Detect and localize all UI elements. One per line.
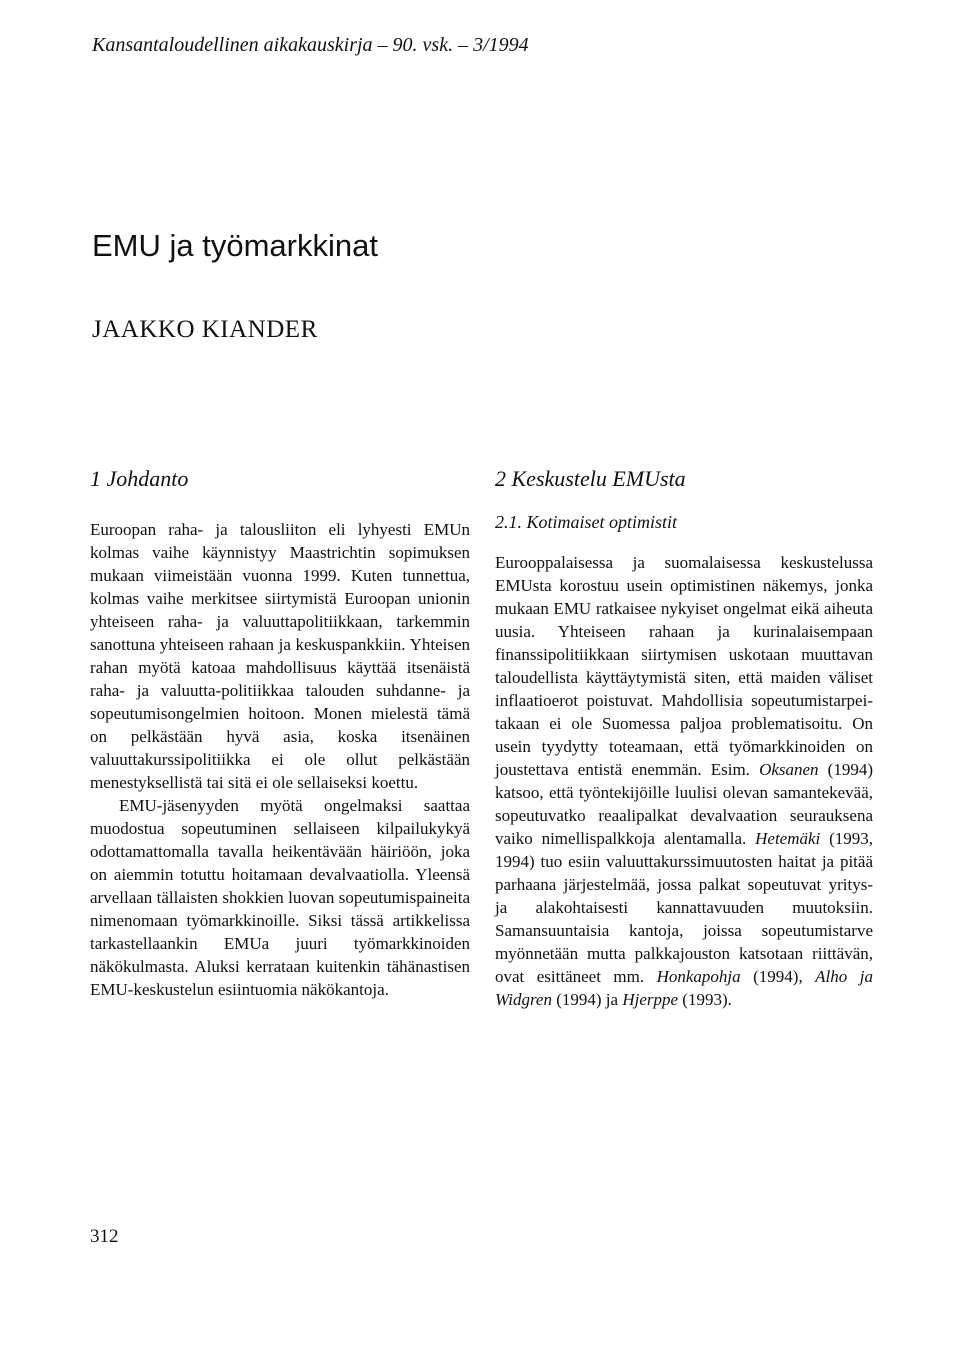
- right-column: [495, 466, 873, 1011]
- text-run: (1993, 1994) tuo esiin valuuttakurssimuutosten haitat ja pitää parhaana järjestelmää, jossa palkat sopeutuvat yritys- ja alakohtaisesti kannattavuuden muutoksiin. Samansuuntaisia kantoja, joissa sopeutumistarve myönnetään mutta palkkajouston katsotaan riittävän, ovat esittäneet mm.: [495, 829, 873, 986]
- article-title: EMU ja työmarkkinat: [92, 228, 378, 263]
- section-heading-introduction: 1 Johdanto: [90, 466, 189, 491]
- body-paragraph: Euroopan raha- ja talousliiton eli lyhyesti EMUn kolmas vaihe käynnistyy Maastrichtin sopimuksen mukaan viimeistään vuonna 1999. Kuten tunnettua, kolmas vaihe merkitsee siirtymistä Euroopan unionin yhteiseen raha- ja valuuttapolitiikkaan, tarkemmin sanottuna yhteiseen rahaan ja keskuspankkiin. Yhteisen rahan myötä katoaa mahdollisuus käyttää itsenäistä raha- ja valuutta-politiikkaa talouden suhdanne- ja sopeutumisongelmien hoitoon. Monen mielestä tämä on pelkästään hyvä asia, koska itsenäinen valuuttakurssipolitiikka ei ole ollut pelkästään menestyksellistä tai sitä ei ole sellaiseksi koettu.: [90, 520, 470, 792]
- citation-author: Hetemäki: [755, 829, 821, 848]
- citation-author: Honkapohja: [656, 967, 741, 986]
- body-paragraph: [495, 551, 873, 1011]
- left-column: [90, 466, 470, 1001]
- section-heading-emu-discussion: 2 Keskustelu EMUsta: [495, 466, 686, 491]
- citation-author: Alho ja Widgren: [495, 967, 873, 1009]
- text-run: (1994),: [740, 967, 816, 986]
- journal-header: Kansantaloudellinen aikakauskirja – 90. vsk. – 3/1994: [92, 34, 529, 56]
- citation-author: Oksanen: [759, 760, 819, 779]
- page-number: 312: [90, 1226, 119, 1247]
- citation-author: Hjerppe: [622, 990, 679, 1009]
- author-name: JAAKKO KIANDER: [92, 316, 318, 343]
- subsection-heading-optimists: 2.1. Kotimaiset optimistit: [495, 512, 678, 532]
- text-run: (1993).: [678, 990, 732, 1009]
- body-paragraph: EMU-jäsenyyden myötä ongelmaksi saattaa muodostua sopeutuminen sellaiseen kilpailukykyä odottamattomalla tavalla heikentävään häiriöön, joka on aiemmin totuttu hoitamaan devalvaatiolla. Yleensä arvellaan tällaisten shokkien luovan sopeutumispaineita nimenomaan työmarkkinoille. Siksi tässä artikkelissa tarkastellaankin EMUa juuri työmarkkinoiden näkökulmasta. Aluksi kerrataan kuitenkin tähänastisen EMU-keskustelun esiintuomia näkökantoja.: [90, 796, 470, 999]
- text-run: (1994) katsoo, että työntekijöille luulisi olevan samantekevää, sopeutuvatko reaalipalkat devalvaation seurauksena vaiko nimellispalkkoja alentamalla.: [495, 760, 873, 848]
- text-run: Eurooppalaisessa ja suomalaisessa keskustelussa EMUsta korostuu usein optimistinen näkemys, jonka mukaan EMU ratkaisee nykyiset ongelmat eikä aiheuta uusia. Yhteiseen rahaan ja kurinalaisempaan finanssipolitiikkaan siirtymisen uskotaan muuttavan taloudellista käyttäytymistä siten, että maiden väliset inflaatioerot poistuvat. Mahdollisia sopeutumistarpeitakaan ei ole Suomessa paljoa problematisoitu. On usein tyydytty toteamaan, että työmarkkinoiden on joustettava entistä enemmän. Esim.: [495, 553, 873, 779]
- text-run: (1994) ja: [551, 990, 623, 1009]
